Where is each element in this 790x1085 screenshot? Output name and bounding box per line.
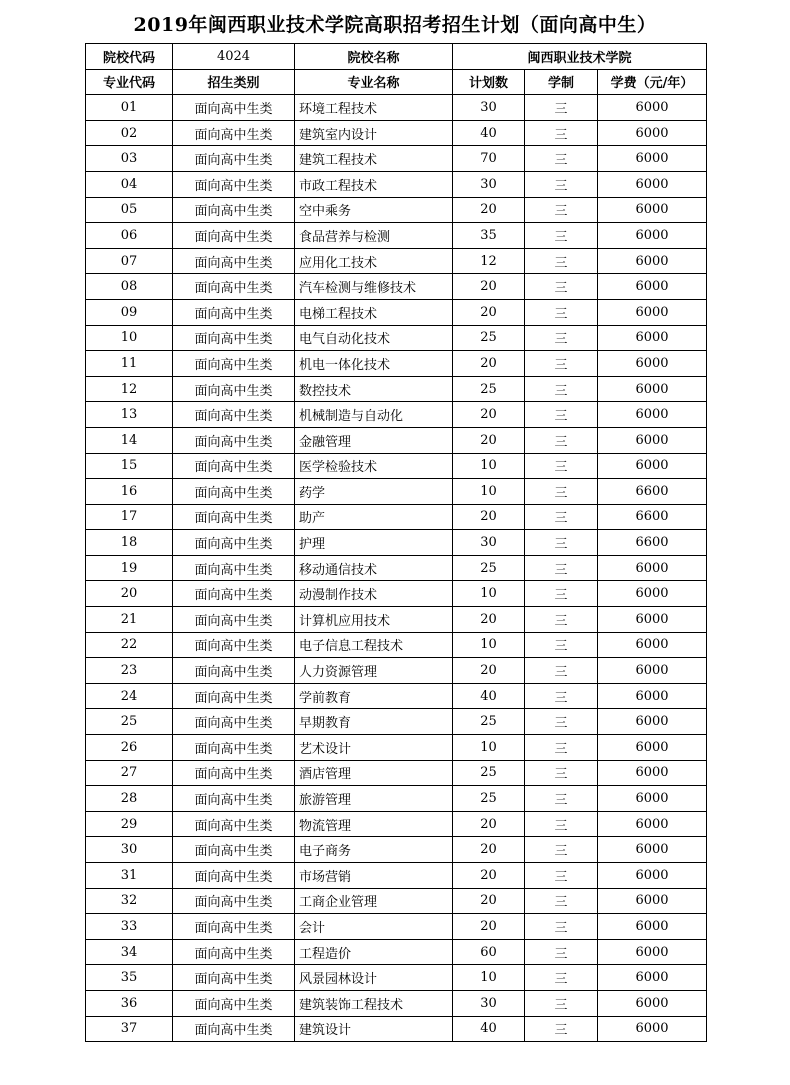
plan-count-cell: 40 bbox=[453, 683, 525, 709]
tuition-cell: 6000 bbox=[598, 888, 707, 914]
major-code-cell: 09 bbox=[86, 299, 173, 325]
major-code-cell: 16 bbox=[86, 479, 173, 505]
major-code-cell: 14 bbox=[86, 427, 173, 453]
category-cell: 面向高中生类 bbox=[173, 402, 295, 428]
duration-cell: 三 bbox=[525, 95, 598, 121]
major-code-cell: 03 bbox=[86, 146, 173, 172]
tuition-cell: 6000 bbox=[598, 171, 707, 197]
major-name-cell: 物流管理 bbox=[295, 811, 453, 837]
category-cell: 面向高中生类 bbox=[173, 786, 295, 812]
school-name-value: 闽西职业技术学院 bbox=[453, 44, 707, 70]
duration-cell: 三 bbox=[525, 1016, 598, 1042]
category-cell: 面向高中生类 bbox=[173, 171, 295, 197]
category-cell: 面向高中生类 bbox=[173, 274, 295, 300]
major-code-cell: 29 bbox=[86, 811, 173, 837]
school-code-label: 院校代码 bbox=[86, 44, 173, 70]
major-name-cell: 金融管理 bbox=[295, 427, 453, 453]
column-header: 专业名称 bbox=[295, 69, 453, 95]
school-name-label: 院校名称 bbox=[295, 44, 453, 70]
table-row bbox=[86, 274, 707, 300]
category-cell: 面向高中生类 bbox=[173, 683, 295, 709]
major-code-cell: 32 bbox=[86, 888, 173, 914]
table-body bbox=[86, 44, 707, 1042]
major-name-cell: 机电一体化技术 bbox=[295, 351, 453, 377]
major-code-cell: 34 bbox=[86, 939, 173, 965]
category-cell: 面向高中生类 bbox=[173, 376, 295, 402]
major-name-cell: 应用化工技术 bbox=[295, 248, 453, 274]
duration-cell: 三 bbox=[525, 939, 598, 965]
plan-count-cell: 30 bbox=[453, 990, 525, 1016]
page-title: 2019年闽西职业技术学院高职招考招生计划（面向高中生） bbox=[133, 14, 657, 36]
major-name-cell: 数控技术 bbox=[295, 376, 453, 402]
table-row bbox=[86, 351, 707, 377]
plan-count-cell: 20 bbox=[453, 197, 525, 223]
major-code-cell: 18 bbox=[86, 530, 173, 556]
major-name-cell: 汽车检测与维修技术 bbox=[295, 274, 453, 300]
major-name-cell: 学前教育 bbox=[295, 683, 453, 709]
plan-count-cell: 20 bbox=[453, 607, 525, 633]
tuition-cell: 6000 bbox=[598, 1016, 707, 1042]
major-code-cell: 15 bbox=[86, 453, 173, 479]
table-row bbox=[86, 555, 707, 581]
table-row bbox=[86, 863, 707, 889]
major-name-cell: 工程造价 bbox=[295, 939, 453, 965]
table-row bbox=[86, 120, 707, 146]
tuition-cell: 6000 bbox=[598, 427, 707, 453]
major-code-cell: 08 bbox=[86, 274, 173, 300]
tuition-cell: 6000 bbox=[598, 274, 707, 300]
duration-cell: 三 bbox=[525, 658, 598, 684]
table-row bbox=[86, 299, 707, 325]
major-code-cell: 26 bbox=[86, 735, 173, 761]
major-code-cell: 31 bbox=[86, 863, 173, 889]
table-row bbox=[86, 837, 707, 863]
table-row bbox=[86, 453, 707, 479]
duration-cell: 三 bbox=[525, 274, 598, 300]
major-code-cell: 04 bbox=[86, 171, 173, 197]
tuition-cell: 6000 bbox=[598, 811, 707, 837]
tuition-cell: 6000 bbox=[598, 453, 707, 479]
tuition-cell: 6000 bbox=[598, 658, 707, 684]
category-cell: 面向高中生类 bbox=[173, 914, 295, 940]
major-name-cell: 助产 bbox=[295, 504, 453, 530]
tuition-cell: 6000 bbox=[598, 120, 707, 146]
column-header: 专业代码 bbox=[86, 69, 173, 95]
major-name-cell: 移动通信技术 bbox=[295, 555, 453, 581]
major-name-cell: 电子信息工程技术 bbox=[295, 632, 453, 658]
duration-cell: 三 bbox=[525, 351, 598, 377]
plan-count-cell: 25 bbox=[453, 376, 525, 402]
table-row bbox=[86, 888, 707, 914]
table-row bbox=[86, 683, 707, 709]
duration-cell: 三 bbox=[525, 402, 598, 428]
duration-cell: 三 bbox=[525, 223, 598, 249]
tuition-cell: 6600 bbox=[598, 479, 707, 505]
tuition-cell: 6000 bbox=[598, 146, 707, 172]
table-row bbox=[86, 146, 707, 172]
category-cell: 面向高中生类 bbox=[173, 146, 295, 172]
category-cell: 面向高中生类 bbox=[173, 479, 295, 505]
plan-count-cell: 10 bbox=[453, 453, 525, 479]
major-code-cell: 10 bbox=[86, 325, 173, 351]
school-info-row bbox=[86, 44, 707, 70]
table-row bbox=[86, 402, 707, 428]
plan-count-cell: 25 bbox=[453, 786, 525, 812]
category-cell: 面向高中生类 bbox=[173, 863, 295, 889]
table-row bbox=[86, 607, 707, 633]
table-row bbox=[86, 658, 707, 684]
column-header: 学制 bbox=[525, 69, 598, 95]
tuition-cell: 6000 bbox=[598, 760, 707, 786]
plan-count-cell: 10 bbox=[453, 965, 525, 991]
category-cell: 面向高中生类 bbox=[173, 888, 295, 914]
table-row bbox=[86, 223, 707, 249]
plan-count-cell: 20 bbox=[453, 402, 525, 428]
major-name-cell: 艺术设计 bbox=[295, 735, 453, 761]
plan-count-cell: 20 bbox=[453, 914, 525, 940]
table-row bbox=[86, 1016, 707, 1042]
major-name-cell: 早期教育 bbox=[295, 709, 453, 735]
table-row bbox=[86, 504, 707, 530]
duration-cell: 三 bbox=[525, 555, 598, 581]
enrollment-plan-table bbox=[85, 43, 707, 1042]
major-code-cell: 07 bbox=[86, 248, 173, 274]
plan-count-cell: 20 bbox=[453, 299, 525, 325]
table-row bbox=[86, 632, 707, 658]
duration-cell: 三 bbox=[525, 607, 598, 633]
plan-count-cell: 10 bbox=[453, 581, 525, 607]
duration-cell: 三 bbox=[525, 914, 598, 940]
plan-count-cell: 20 bbox=[453, 811, 525, 837]
duration-cell: 三 bbox=[525, 146, 598, 172]
major-code-cell: 35 bbox=[86, 965, 173, 991]
major-code-cell: 24 bbox=[86, 683, 173, 709]
duration-cell: 三 bbox=[525, 581, 598, 607]
plan-count-cell: 10 bbox=[453, 632, 525, 658]
major-name-cell: 会计 bbox=[295, 914, 453, 940]
tuition-cell: 6000 bbox=[598, 248, 707, 274]
tuition-cell: 6000 bbox=[598, 223, 707, 249]
major-code-cell: 17 bbox=[86, 504, 173, 530]
plan-count-cell: 40 bbox=[453, 1016, 525, 1042]
tuition-cell: 6000 bbox=[598, 632, 707, 658]
major-name-cell: 环境工程技术 bbox=[295, 95, 453, 121]
major-name-cell: 市政工程技术 bbox=[295, 171, 453, 197]
major-code-cell: 30 bbox=[86, 837, 173, 863]
duration-cell: 三 bbox=[525, 248, 598, 274]
plan-count-cell: 20 bbox=[453, 863, 525, 889]
major-code-cell: 37 bbox=[86, 1016, 173, 1042]
category-cell: 面向高中生类 bbox=[173, 555, 295, 581]
tuition-cell: 6000 bbox=[598, 735, 707, 761]
tuition-cell: 6000 bbox=[598, 197, 707, 223]
column-header-row bbox=[86, 69, 707, 95]
duration-cell: 三 bbox=[525, 120, 598, 146]
major-name-cell: 动漫制作技术 bbox=[295, 581, 453, 607]
table-row bbox=[86, 581, 707, 607]
tuition-cell: 6000 bbox=[598, 581, 707, 607]
plan-count-cell: 20 bbox=[453, 351, 525, 377]
tuition-cell: 6000 bbox=[598, 95, 707, 121]
major-name-cell: 电梯工程技术 bbox=[295, 299, 453, 325]
tuition-cell: 6000 bbox=[598, 709, 707, 735]
plan-count-cell: 20 bbox=[453, 658, 525, 684]
major-name-cell: 建筑室内设计 bbox=[295, 120, 453, 146]
category-cell: 面向高中生类 bbox=[173, 965, 295, 991]
table-row bbox=[86, 427, 707, 453]
major-name-cell: 酒店管理 bbox=[295, 760, 453, 786]
plan-count-cell: 20 bbox=[453, 504, 525, 530]
major-name-cell: 机械制造与自动化 bbox=[295, 402, 453, 428]
duration-cell: 三 bbox=[525, 811, 598, 837]
category-cell: 面向高中生类 bbox=[173, 299, 295, 325]
tuition-cell: 6000 bbox=[598, 863, 707, 889]
table-row bbox=[86, 171, 707, 197]
plan-count-cell: 20 bbox=[453, 427, 525, 453]
category-cell: 面向高中生类 bbox=[173, 939, 295, 965]
category-cell: 面向高中生类 bbox=[173, 223, 295, 249]
plan-count-cell: 20 bbox=[453, 274, 525, 300]
major-name-cell: 食品营养与检测 bbox=[295, 223, 453, 249]
duration-cell: 三 bbox=[525, 197, 598, 223]
duration-cell: 三 bbox=[525, 965, 598, 991]
duration-cell: 三 bbox=[525, 709, 598, 735]
plan-count-cell: 10 bbox=[453, 735, 525, 761]
plan-count-cell: 20 bbox=[453, 837, 525, 863]
duration-cell: 三 bbox=[525, 376, 598, 402]
duration-cell: 三 bbox=[525, 299, 598, 325]
category-cell: 面向高中生类 bbox=[173, 197, 295, 223]
table-row bbox=[86, 197, 707, 223]
duration-cell: 三 bbox=[525, 683, 598, 709]
major-code-cell: 23 bbox=[86, 658, 173, 684]
duration-cell: 三 bbox=[525, 479, 598, 505]
plan-count-cell: 25 bbox=[453, 709, 525, 735]
category-cell: 面向高中生类 bbox=[173, 811, 295, 837]
school-code-value: 4024 bbox=[173, 44, 295, 70]
duration-cell: 三 bbox=[525, 632, 598, 658]
plan-count-cell: 70 bbox=[453, 146, 525, 172]
major-name-cell: 护理 bbox=[295, 530, 453, 556]
duration-cell: 三 bbox=[525, 427, 598, 453]
category-cell: 面向高中生类 bbox=[173, 837, 295, 863]
major-code-cell: 20 bbox=[86, 581, 173, 607]
major-name-cell: 风景园林设计 bbox=[295, 965, 453, 991]
duration-cell: 三 bbox=[525, 760, 598, 786]
column-header: 计划数 bbox=[453, 69, 525, 95]
table-row bbox=[86, 786, 707, 812]
plan-count-cell: 25 bbox=[453, 555, 525, 581]
table-row bbox=[86, 914, 707, 940]
category-cell: 面向高中生类 bbox=[173, 581, 295, 607]
table-row bbox=[86, 530, 707, 556]
duration-cell: 三 bbox=[525, 837, 598, 863]
tuition-cell: 6000 bbox=[598, 683, 707, 709]
plan-count-cell: 20 bbox=[453, 888, 525, 914]
tuition-cell: 6000 bbox=[598, 402, 707, 428]
duration-cell: 三 bbox=[525, 530, 598, 556]
column-header: 招生类别 bbox=[173, 69, 295, 95]
category-cell: 面向高中生类 bbox=[173, 120, 295, 146]
major-code-cell: 12 bbox=[86, 376, 173, 402]
major-code-cell: 19 bbox=[86, 555, 173, 581]
table-row bbox=[86, 95, 707, 121]
duration-cell: 三 bbox=[525, 888, 598, 914]
major-name-cell: 建筑工程技术 bbox=[295, 146, 453, 172]
major-name-cell: 计算机应用技术 bbox=[295, 607, 453, 633]
major-name-cell: 人力资源管理 bbox=[295, 658, 453, 684]
tuition-cell: 6000 bbox=[598, 914, 707, 940]
major-code-cell: 21 bbox=[86, 607, 173, 633]
category-cell: 面向高中生类 bbox=[173, 760, 295, 786]
duration-cell: 三 bbox=[525, 504, 598, 530]
tuition-cell: 6000 bbox=[598, 990, 707, 1016]
major-name-cell: 建筑设计 bbox=[295, 1016, 453, 1042]
tuition-cell: 6000 bbox=[598, 351, 707, 377]
major-name-cell: 建筑装饰工程技术 bbox=[295, 990, 453, 1016]
duration-cell: 三 bbox=[525, 863, 598, 889]
category-cell: 面向高中生类 bbox=[173, 453, 295, 479]
duration-cell: 三 bbox=[525, 735, 598, 761]
major-code-cell: 28 bbox=[86, 786, 173, 812]
column-header: 学费（元/年） bbox=[598, 69, 707, 95]
major-code-cell: 01 bbox=[86, 95, 173, 121]
plan-count-cell: 30 bbox=[453, 171, 525, 197]
plan-count-cell: 25 bbox=[453, 760, 525, 786]
category-cell: 面向高中生类 bbox=[173, 709, 295, 735]
tuition-cell: 6000 bbox=[598, 325, 707, 351]
tuition-cell: 6000 bbox=[598, 786, 707, 812]
category-cell: 面向高中生类 bbox=[173, 735, 295, 761]
major-name-cell: 旅游管理 bbox=[295, 786, 453, 812]
duration-cell: 三 bbox=[525, 990, 598, 1016]
table-row bbox=[86, 325, 707, 351]
table-row bbox=[86, 939, 707, 965]
category-cell: 面向高中生类 bbox=[173, 95, 295, 121]
major-code-cell: 27 bbox=[86, 760, 173, 786]
table-row bbox=[86, 990, 707, 1016]
duration-cell: 三 bbox=[525, 453, 598, 479]
major-name-cell: 电子商务 bbox=[295, 837, 453, 863]
table-row bbox=[86, 479, 707, 505]
table-row bbox=[86, 735, 707, 761]
category-cell: 面向高中生类 bbox=[173, 990, 295, 1016]
category-cell: 面向高中生类 bbox=[173, 1016, 295, 1042]
category-cell: 面向高中生类 bbox=[173, 658, 295, 684]
plan-count-cell: 12 bbox=[453, 248, 525, 274]
plan-count-cell: 25 bbox=[453, 325, 525, 351]
major-name-cell: 空中乘务 bbox=[295, 197, 453, 223]
tuition-cell: 6000 bbox=[598, 939, 707, 965]
tuition-cell: 6600 bbox=[598, 530, 707, 556]
major-code-cell: 33 bbox=[86, 914, 173, 940]
major-name-cell: 工商企业管理 bbox=[295, 888, 453, 914]
major-name-cell: 市场营销 bbox=[295, 863, 453, 889]
category-cell: 面向高中生类 bbox=[173, 351, 295, 377]
major-code-cell: 06 bbox=[86, 223, 173, 249]
category-cell: 面向高中生类 bbox=[173, 530, 295, 556]
category-cell: 面向高中生类 bbox=[173, 427, 295, 453]
category-cell: 面向高中生类 bbox=[173, 632, 295, 658]
plan-count-cell: 60 bbox=[453, 939, 525, 965]
major-code-cell: 36 bbox=[86, 990, 173, 1016]
table-row bbox=[86, 811, 707, 837]
category-cell: 面向高中生类 bbox=[173, 325, 295, 351]
tuition-cell: 6000 bbox=[598, 607, 707, 633]
tuition-cell: 6000 bbox=[598, 837, 707, 863]
tuition-cell: 6000 bbox=[598, 965, 707, 991]
major-name-cell: 药学 bbox=[295, 479, 453, 505]
major-code-cell: 13 bbox=[86, 402, 173, 428]
plan-count-cell: 30 bbox=[453, 95, 525, 121]
table-row bbox=[86, 965, 707, 991]
major-code-cell: 02 bbox=[86, 120, 173, 146]
tuition-cell: 6000 bbox=[598, 555, 707, 581]
duration-cell: 三 bbox=[525, 325, 598, 351]
major-name-cell: 电气自动化技术 bbox=[295, 325, 453, 351]
tuition-cell: 6600 bbox=[598, 504, 707, 530]
major-code-cell: 22 bbox=[86, 632, 173, 658]
duration-cell: 三 bbox=[525, 171, 598, 197]
table-row bbox=[86, 760, 707, 786]
plan-count-cell: 30 bbox=[453, 530, 525, 556]
major-code-cell: 25 bbox=[86, 709, 173, 735]
plan-count-cell: 40 bbox=[453, 120, 525, 146]
table-row bbox=[86, 376, 707, 402]
duration-cell: 三 bbox=[525, 786, 598, 812]
tuition-cell: 6000 bbox=[598, 299, 707, 325]
major-code-cell: 05 bbox=[86, 197, 173, 223]
table-row bbox=[86, 709, 707, 735]
category-cell: 面向高中生类 bbox=[173, 248, 295, 274]
major-name-cell: 医学检验技术 bbox=[295, 453, 453, 479]
plan-count-cell: 10 bbox=[453, 479, 525, 505]
category-cell: 面向高中生类 bbox=[173, 504, 295, 530]
plan-count-cell: 35 bbox=[453, 223, 525, 249]
table-row bbox=[86, 248, 707, 274]
tuition-cell: 6000 bbox=[598, 376, 707, 402]
major-code-cell: 11 bbox=[86, 351, 173, 377]
category-cell: 面向高中生类 bbox=[173, 607, 295, 633]
